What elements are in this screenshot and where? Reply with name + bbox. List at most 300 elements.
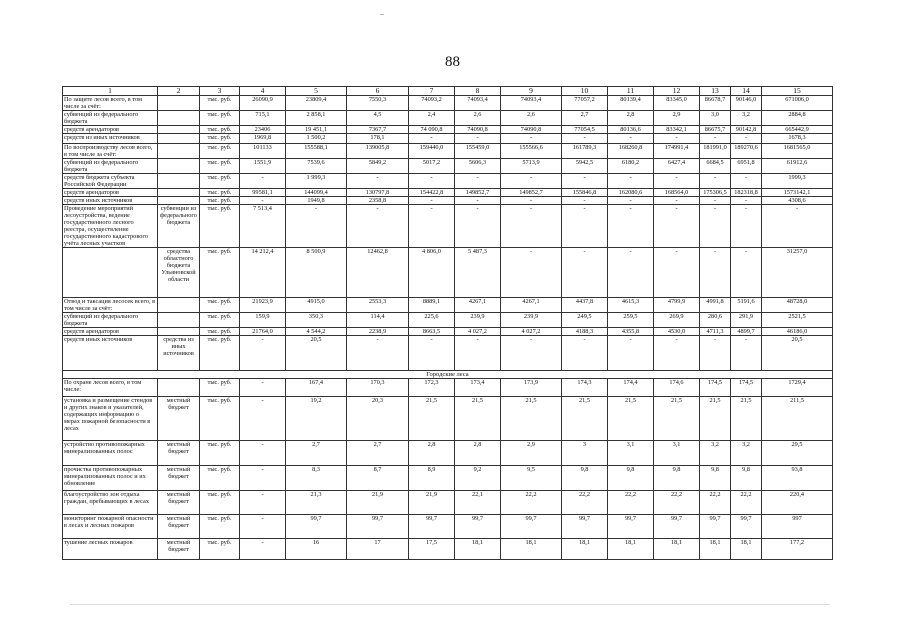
funding-source: местный бюджет	[158, 491, 200, 515]
value-cell: -	[501, 205, 562, 248]
row-label: субвенций из федерального бюджета	[63, 159, 158, 174]
funding-source	[158, 126, 200, 134]
value-cell: 3,2	[731, 111, 762, 126]
value-cell: 2,7	[286, 441, 347, 466]
unit-cell: тыс. руб.	[200, 491, 240, 515]
value-cell: -	[700, 197, 731, 205]
value-cell: 174,5	[700, 379, 731, 397]
unit-cell: тыс. руб.	[200, 144, 240, 159]
value-cell: 26090,9	[240, 96, 286, 111]
value-cell: -	[240, 397, 286, 441]
row-label	[63, 248, 158, 298]
value-cell: 7367,7	[347, 126, 409, 134]
value-cell: 77057,2	[562, 96, 608, 111]
column-header: 10	[562, 87, 608, 96]
value-cell: -	[654, 134, 700, 144]
table-row	[63, 111, 833, 126]
value-cell: -	[700, 336, 731, 371]
value-cell: 4615,3	[608, 298, 654, 313]
funding-source	[158, 189, 200, 197]
value-cell: 21,5	[731, 397, 762, 441]
value-cell: 8 500,9	[286, 248, 347, 298]
value-cell: 86678,7	[700, 96, 731, 111]
value-cell: 4 027,2	[455, 328, 501, 336]
value-cell: 155588,1	[286, 144, 347, 159]
value-cell: -	[654, 174, 700, 189]
value-cell: 3,2	[700, 441, 731, 466]
value-cell: 162080,6	[608, 189, 654, 197]
value-cell: 2521,5	[762, 313, 833, 328]
value-cell: -	[562, 205, 608, 248]
value-cell: 167,4	[286, 379, 347, 397]
value-cell: 155459,0	[455, 144, 501, 159]
value-cell: 249,5	[562, 313, 608, 328]
unit-cell: тыс. руб.	[200, 174, 240, 189]
table-row	[63, 397, 833, 441]
value-cell: -	[562, 197, 608, 205]
value-cell: -	[240, 174, 286, 189]
unit-cell: тыс. руб.	[200, 134, 240, 144]
column-header: 14	[731, 87, 762, 96]
value-cell: 74093,2	[409, 96, 455, 111]
table-row	[63, 96, 833, 111]
value-cell: -	[455, 174, 501, 189]
table-row	[63, 379, 833, 397]
value-cell: 4267,1	[501, 298, 562, 313]
table-row	[63, 441, 833, 466]
unit-cell: тыс. руб.	[200, 328, 240, 336]
value-cell: 99,7	[455, 515, 501, 539]
value-cell: 350,3	[286, 313, 347, 328]
row-label: средств иных источников	[63, 336, 158, 371]
value-cell: -	[240, 515, 286, 539]
value-cell: 6951,8	[731, 159, 762, 174]
value-cell: 4355,8	[608, 328, 654, 336]
value-cell: 61912,6	[762, 159, 833, 174]
funding-source: местный бюджет	[158, 466, 200, 491]
value-cell: -	[700, 174, 731, 189]
value-cell: 1 500,2	[286, 134, 347, 144]
value-cell: 83342,1	[654, 126, 700, 134]
value-cell: 159440,0	[409, 144, 455, 159]
column-header: 6	[347, 87, 409, 96]
table-row	[63, 491, 833, 515]
value-cell: -	[455, 205, 501, 248]
unit-cell: тыс. руб.	[200, 205, 240, 248]
row-label: тушение лесных пожаров	[63, 539, 158, 560]
value-cell: 17,5	[409, 539, 455, 560]
value-cell: 291,9	[731, 313, 762, 328]
row-label: средств арендаторов	[63, 328, 158, 336]
value-cell: 4799,9	[654, 298, 700, 313]
value-cell: 18,1	[562, 539, 608, 560]
value-cell: 8663,5	[409, 328, 455, 336]
value-cell: 20,3	[347, 397, 409, 441]
column-header: 1	[63, 87, 158, 96]
table-row	[63, 197, 833, 205]
value-cell: 2,6	[455, 111, 501, 126]
value-cell: 2884,8	[762, 111, 833, 126]
value-cell: -	[409, 336, 455, 371]
funding-source	[158, 298, 200, 313]
value-cell: 74 090,8	[409, 126, 455, 134]
value-cell: 4915,0	[286, 298, 347, 313]
value-cell: -	[501, 197, 562, 205]
column-header: 3	[200, 87, 240, 96]
value-cell: 21,5	[654, 397, 700, 441]
value-cell: 22,2	[608, 491, 654, 515]
value-cell: 4 027,2	[501, 328, 562, 336]
value-cell: 1729,4	[762, 379, 833, 397]
value-cell: 29,5	[762, 441, 833, 466]
unit-cell: тыс. руб.	[200, 336, 240, 371]
value-cell: -	[700, 134, 731, 144]
value-cell: 4437,8	[562, 298, 608, 313]
row-label: Отвод и таксация лесосек всего, в том числе за счёт:	[63, 298, 158, 313]
row-label: прочистка противопожарных минерализованных полос и их обновление	[63, 466, 158, 491]
value-cell: 99,7	[347, 515, 409, 539]
unit-cell: тыс. руб.	[200, 539, 240, 560]
value-cell: 168564,0	[654, 189, 700, 197]
value-cell: 4899,7	[731, 328, 762, 336]
unit-cell: тыс. руб.	[200, 126, 240, 134]
value-cell: 7550,3	[347, 96, 409, 111]
value-cell: 130797,8	[347, 189, 409, 197]
value-cell: 5017,2	[409, 159, 455, 174]
row-label: установка и размещение стендов и других знаков и указателей, содержащих информацию о мерах пожарной безопасности в лесах	[63, 397, 158, 441]
value-cell: 21923,9	[240, 298, 286, 313]
funding-source	[158, 379, 200, 397]
value-cell: 2,9	[654, 111, 700, 126]
value-cell: 5942,5	[562, 159, 608, 174]
value-cell: 178,1	[347, 134, 409, 144]
funding-source: местный бюджет	[158, 539, 200, 560]
value-cell: 9,8	[654, 466, 700, 491]
value-cell: 46186,0	[762, 328, 833, 336]
funding-source	[158, 197, 200, 205]
value-cell: -	[240, 539, 286, 560]
value-cell: 189270,6	[731, 144, 762, 159]
value-cell: 2,7	[347, 441, 409, 466]
value-cell: 5606,3	[455, 159, 501, 174]
value-cell: -	[562, 134, 608, 144]
table-row	[63, 539, 833, 560]
scan-mark-top	[380, 14, 384, 15]
value-cell: 280,6	[700, 313, 731, 328]
value-cell: 99,7	[731, 515, 762, 539]
funding-source	[158, 174, 200, 189]
value-cell: 22,1	[455, 491, 501, 515]
value-cell: 7539,6	[286, 159, 347, 174]
value-cell: 90142,8	[731, 126, 762, 134]
value-cell: 239,9	[455, 313, 501, 328]
value-cell: -	[501, 134, 562, 144]
value-cell: -	[562, 336, 608, 371]
value-cell: 665442,9	[762, 126, 833, 134]
value-cell: 3,1	[654, 441, 700, 466]
value-cell: -	[731, 248, 762, 298]
table-row	[63, 144, 833, 159]
value-cell: 21,3	[286, 491, 347, 515]
value-cell: 174,5	[731, 379, 762, 397]
page-number: 88	[445, 54, 460, 70]
value-cell: 18,1	[608, 539, 654, 560]
value-cell: 1573142,1	[762, 189, 833, 197]
table-row	[63, 126, 833, 134]
row-label: мониторинг пожарной опасности в лесах и лесных пожаров	[63, 515, 158, 539]
value-cell: 175306,5	[700, 189, 731, 197]
table-row	[63, 174, 833, 189]
value-cell: 4530,0	[654, 328, 700, 336]
value-cell: 4 544,2	[286, 328, 347, 336]
value-cell: 21,5	[455, 397, 501, 441]
value-cell: 18,1	[501, 539, 562, 560]
value-cell: 2 858,1	[286, 111, 347, 126]
table-row	[63, 336, 833, 371]
unit-cell: тыс. руб.	[200, 197, 240, 205]
value-cell: 101133	[240, 144, 286, 159]
funding-source	[158, 313, 200, 328]
value-cell: 225,6	[409, 313, 455, 328]
value-cell: 149852,7	[501, 189, 562, 197]
value-cell: -	[562, 248, 608, 298]
value-cell: 19,2	[286, 397, 347, 441]
table-row	[63, 515, 833, 539]
unit-cell: тыс. руб.	[200, 313, 240, 328]
value-cell: -	[700, 205, 731, 248]
value-cell: -	[731, 174, 762, 189]
value-cell: 16	[286, 539, 347, 560]
value-cell: 2,7	[562, 111, 608, 126]
value-cell: 8889,1	[409, 298, 455, 313]
value-cell: 2,8	[608, 111, 654, 126]
funding-source: местный бюджет	[158, 441, 200, 466]
value-cell: 1551,9	[240, 159, 286, 174]
value-cell: 21,5	[409, 397, 455, 441]
value-cell: 997	[762, 515, 833, 539]
value-cell: 99,7	[700, 515, 731, 539]
value-cell: 2,6	[501, 111, 562, 126]
table-row	[63, 466, 833, 491]
row-label: средств арендаторов	[63, 126, 158, 134]
unit-cell: тыс. руб.	[200, 248, 240, 298]
header-row	[63, 87, 833, 96]
value-cell: -	[731, 197, 762, 205]
value-cell: -	[608, 336, 654, 371]
value-cell: 3	[562, 441, 608, 466]
unit-cell: тыс. руб.	[200, 189, 240, 197]
value-cell: 21,5	[608, 397, 654, 441]
value-cell: 99,7	[562, 515, 608, 539]
row-label: субвенций из федерального бюджета	[63, 111, 158, 126]
column-header: 8	[455, 87, 501, 96]
value-cell: 77054,5	[562, 126, 608, 134]
row-label: средств бюджета субъекта Российской Федерации	[63, 174, 158, 189]
value-cell: 259,5	[608, 313, 654, 328]
value-cell: 139005,8	[347, 144, 409, 159]
funding-source: средства областного бюджета Ульяновской области	[158, 248, 200, 298]
value-cell: 173,9	[501, 379, 562, 397]
value-cell: 74093,4	[455, 96, 501, 111]
value-cell: 80139,4	[608, 96, 654, 111]
value-cell: 23809,4	[286, 96, 347, 111]
value-cell: -	[240, 491, 286, 515]
value-cell: 211,5	[762, 397, 833, 441]
value-cell: -	[501, 248, 562, 298]
value-cell: 220,4	[762, 491, 833, 515]
value-cell: 1999,3	[762, 174, 833, 189]
funding-source	[158, 328, 200, 336]
value-cell: -	[501, 174, 562, 189]
value-cell: 181991,0	[700, 144, 731, 159]
table-row	[63, 205, 833, 248]
value-cell: 159,9	[240, 313, 286, 328]
column-header: 11	[608, 87, 654, 96]
value-cell: 20,5	[286, 336, 347, 371]
row-label: средств из иных источников	[63, 134, 158, 144]
value-cell: -	[731, 134, 762, 144]
value-cell: -	[501, 336, 562, 371]
value-cell: 2,4	[409, 111, 455, 126]
value-cell: 18,1	[654, 539, 700, 560]
value-cell: 8,7	[347, 466, 409, 491]
value-cell: 4267,1	[455, 298, 501, 313]
value-cell: 8,3	[286, 466, 347, 491]
value-cell: -	[654, 248, 700, 298]
data-table	[62, 86, 833, 560]
value-cell: 6684,5	[700, 159, 731, 174]
value-cell: 149852,7	[455, 189, 501, 197]
value-cell: 9,8	[700, 466, 731, 491]
value-cell: 144099,4	[286, 189, 347, 197]
column-header: 7	[409, 87, 455, 96]
value-cell: -	[654, 197, 700, 205]
value-cell: 22,2	[501, 491, 562, 515]
value-cell: -	[608, 174, 654, 189]
value-cell: 21764,0	[240, 328, 286, 336]
value-cell: -	[700, 248, 731, 298]
value-cell: 9,5	[501, 466, 562, 491]
value-cell: 80136,6	[608, 126, 654, 134]
value-cell: 174,6	[654, 379, 700, 397]
value-cell: 22,2	[731, 491, 762, 515]
value-cell: -	[240, 197, 286, 205]
value-cell: 9,8	[731, 466, 762, 491]
unit-cell: тыс. руб.	[200, 397, 240, 441]
row-label: устройство противопожарных минерализованных полос	[63, 441, 158, 466]
value-cell: 83345,0	[654, 96, 700, 111]
value-cell: 9,2	[455, 466, 501, 491]
value-cell: 2,8	[455, 441, 501, 466]
column-header: 9	[501, 87, 562, 96]
value-cell: -	[654, 205, 700, 248]
row-label: По защите лесов всего, в том числе за счёт:	[63, 96, 158, 111]
funding-source	[158, 159, 200, 174]
value-cell: 4,5	[347, 111, 409, 126]
unit-cell: тыс. руб.	[200, 96, 240, 111]
value-cell: 31257,0	[762, 248, 833, 298]
value-cell: 48728,0	[762, 298, 833, 313]
value-cell: 21,9	[409, 491, 455, 515]
value-cell: 174,4	[608, 379, 654, 397]
table-row	[63, 134, 833, 144]
value-cell: 8,9	[409, 466, 455, 491]
unit-cell: тыс. руб.	[200, 515, 240, 539]
value-cell: 17	[347, 539, 409, 560]
table-row	[63, 313, 833, 328]
column-header: 13	[700, 87, 731, 96]
value-cell: 173,4	[455, 379, 501, 397]
value-cell: 715,1	[240, 111, 286, 126]
column-header: 4	[240, 87, 286, 96]
value-cell: 172,3	[409, 379, 455, 397]
row-label: По охране лесов всего, в том числе:	[63, 379, 158, 397]
column-header: 15	[762, 87, 833, 96]
value-cell: 671006,0	[762, 96, 833, 111]
value-cell: 2358,8	[347, 197, 409, 205]
value-cell: 99,7	[654, 515, 700, 539]
table-row	[63, 189, 833, 197]
value-cell: 114,4	[347, 313, 409, 328]
value-cell: 239,9	[501, 313, 562, 328]
value-cell: 182318,8	[731, 189, 762, 197]
value-cell: 174991,4	[654, 144, 700, 159]
value-cell: 1 999,3	[286, 174, 347, 189]
value-cell: 161789,3	[562, 144, 608, 159]
unit-cell: тыс. руб.	[200, 441, 240, 466]
row-label: средств арендаторов	[63, 189, 158, 197]
value-cell: -	[240, 379, 286, 397]
value-cell: 6180,2	[608, 159, 654, 174]
value-cell: -	[455, 134, 501, 144]
value-cell: 90146,0	[731, 96, 762, 111]
value-cell: 155566,6	[501, 144, 562, 159]
value-cell: 18,1	[455, 539, 501, 560]
value-cell: 19 451,1	[286, 126, 347, 134]
value-cell: 7 513,4	[240, 205, 286, 248]
value-cell: 1969,8	[240, 134, 286, 144]
value-cell: 99581,1	[240, 189, 286, 197]
value-cell: 1678,3	[762, 134, 833, 144]
row-label: средств иных источников	[63, 197, 158, 205]
row-label: Проведение мероприятий лесоустройства, ведение государственного лесного реестра, осуществление государственного кадастрового учёта лесных участков	[63, 205, 158, 248]
value-cell: 99,7	[501, 515, 562, 539]
value-cell: -	[347, 205, 409, 248]
value-cell: 4711,3	[700, 328, 731, 336]
unit-cell: тыс. руб.	[200, 298, 240, 313]
value-cell: 5849,2	[347, 159, 409, 174]
value-cell: 99,7	[409, 515, 455, 539]
funding-source: средства из иных источников	[158, 336, 200, 371]
value-cell: 5713,9	[501, 159, 562, 174]
value-cell: 22,2	[700, 491, 731, 515]
funding-source: субвенции из федерального бюджета	[158, 205, 200, 248]
value-cell: 93,8	[762, 466, 833, 491]
value-cell: 22,2	[562, 491, 608, 515]
value-cell: -	[347, 336, 409, 371]
table-row	[63, 159, 833, 174]
value-cell: 2238,9	[347, 328, 409, 336]
value-cell: 4991,8	[700, 298, 731, 313]
value-cell: -	[608, 248, 654, 298]
value-cell: 154422,8	[409, 189, 455, 197]
value-cell: 177,2	[762, 539, 833, 560]
value-cell: 86675,7	[700, 126, 731, 134]
unit-cell: тыс. руб.	[200, 111, 240, 126]
scan-mark-bottom	[70, 604, 830, 605]
value-cell: 9,8	[562, 466, 608, 491]
value-cell: 5 487,3	[455, 248, 501, 298]
